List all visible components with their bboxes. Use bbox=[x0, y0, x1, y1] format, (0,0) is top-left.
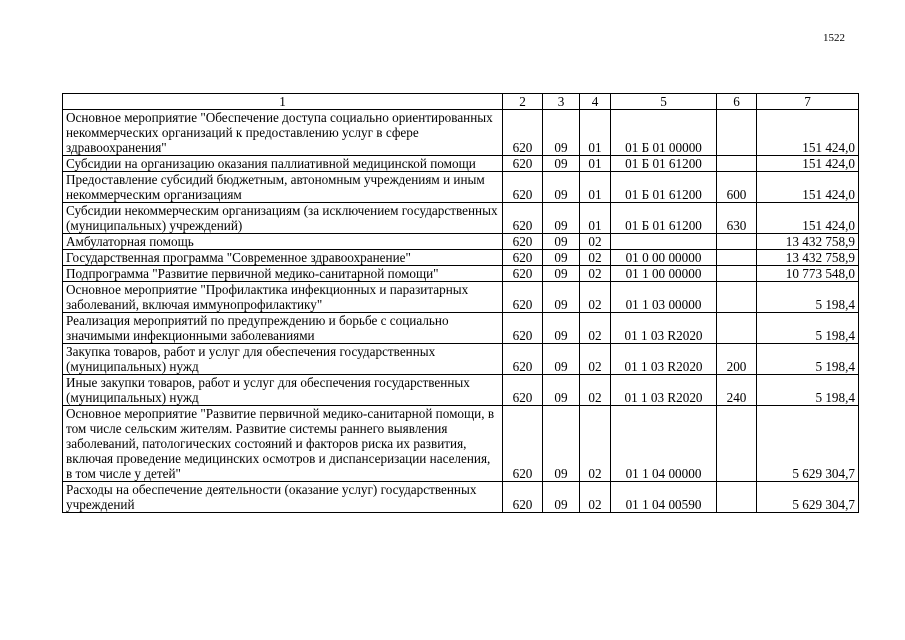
subsection-cell: 02 bbox=[580, 344, 611, 375]
description-cell: Основное мероприятие "Развитие первичной медико-санитарной помощи, в том числе сельским жителям. Развитие системы раннего выявления заболеваний, патологических состояний и факторов риска их развития, включая проведение медицинских осмотров и диспансеризации населения, в том числе у детей" bbox=[63, 406, 503, 482]
expense-type-cell bbox=[717, 313, 757, 344]
table-row bbox=[63, 406, 859, 482]
target-article-cell: 01 Б 01 61200 bbox=[611, 172, 717, 203]
budget-table bbox=[62, 93, 859, 513]
expense-type-cell: 630 bbox=[717, 203, 757, 234]
subsection-cell: 01 bbox=[580, 110, 611, 156]
target-article-cell: 01 1 04 00000 bbox=[611, 406, 717, 482]
ministry-code-cell: 620 bbox=[503, 344, 543, 375]
description-cell: Субсидии некоммерческим организациям (за исключением государственных (муниципальных) учреждений) bbox=[63, 203, 503, 234]
ministry-code-cell: 620 bbox=[503, 110, 543, 156]
subsection-cell: 01 bbox=[580, 203, 611, 234]
amount-cell: 13 432 758,9 bbox=[757, 250, 859, 266]
ministry-code-cell: 620 bbox=[503, 375, 543, 406]
section-cell: 09 bbox=[543, 250, 580, 266]
column-header: 2 bbox=[503, 94, 543, 110]
amount-cell: 5 629 304,7 bbox=[757, 406, 859, 482]
subsection-cell: 01 bbox=[580, 156, 611, 172]
description-cell: Расходы на обеспечение деятельности (оказание услуг) государственных учреждений bbox=[63, 482, 503, 513]
ministry-code-cell: 620 bbox=[503, 313, 543, 344]
table-row bbox=[63, 156, 859, 172]
expense-type-cell bbox=[717, 156, 757, 172]
expense-type-cell bbox=[717, 482, 757, 513]
expense-type-cell: 200 bbox=[717, 344, 757, 375]
target-article-cell: 01 1 03 R2020 bbox=[611, 375, 717, 406]
expense-type-cell: 600 bbox=[717, 172, 757, 203]
table-row bbox=[63, 282, 859, 313]
expense-type-cell bbox=[717, 406, 757, 482]
section-cell: 09 bbox=[543, 234, 580, 250]
section-cell: 09 bbox=[543, 313, 580, 344]
target-article-cell: 01 1 04 00590 bbox=[611, 482, 717, 513]
table-body bbox=[63, 110, 859, 513]
subsection-cell: 02 bbox=[580, 375, 611, 406]
ministry-code-cell: 620 bbox=[503, 266, 543, 282]
amount-cell: 5 198,4 bbox=[757, 313, 859, 344]
subsection-cell: 02 bbox=[580, 482, 611, 513]
ministry-code-cell: 620 bbox=[503, 156, 543, 172]
ministry-code-cell: 620 bbox=[503, 282, 543, 313]
section-cell: 09 bbox=[543, 203, 580, 234]
expense-type-cell bbox=[717, 282, 757, 313]
target-article-cell: 01 1 03 R2020 bbox=[611, 313, 717, 344]
target-article-cell: 01 1 03 R2020 bbox=[611, 344, 717, 375]
ministry-code-cell: 620 bbox=[503, 482, 543, 513]
expense-type-cell bbox=[717, 110, 757, 156]
expense-type-cell bbox=[717, 234, 757, 250]
table-row bbox=[63, 482, 859, 513]
column-header: 5 bbox=[611, 94, 717, 110]
table-row bbox=[63, 375, 859, 406]
table-row bbox=[63, 266, 859, 282]
target-article-cell bbox=[611, 234, 717, 250]
amount-cell: 5 198,4 bbox=[757, 282, 859, 313]
target-article-cell: 01 1 03 00000 bbox=[611, 282, 717, 313]
section-cell: 09 bbox=[543, 282, 580, 313]
amount-cell: 5 629 304,7 bbox=[757, 482, 859, 513]
section-cell: 09 bbox=[543, 156, 580, 172]
section-cell: 09 bbox=[543, 172, 580, 203]
description-cell: Предоставление субсидий бюджетным, автономным учреждениям и иным некоммерческим организациям bbox=[63, 172, 503, 203]
target-article-cell: 01 Б 01 00000 bbox=[611, 110, 717, 156]
table-header-row bbox=[63, 94, 859, 110]
ministry-code-cell: 620 bbox=[503, 250, 543, 266]
ministry-code-cell: 620 bbox=[503, 172, 543, 203]
table-row bbox=[63, 344, 859, 375]
description-cell: Подпрограмма "Развитие первичной медико-санитарной помощи" bbox=[63, 266, 503, 282]
target-article-cell: 01 1 00 00000 bbox=[611, 266, 717, 282]
description-cell: Иные закупки товаров, работ и услуг для обеспечения государственных (муниципальных) нужд bbox=[63, 375, 503, 406]
amount-cell: 151 424,0 bbox=[757, 156, 859, 172]
section-cell: 09 bbox=[543, 266, 580, 282]
column-header: 6 bbox=[717, 94, 757, 110]
expense-type-cell: 240 bbox=[717, 375, 757, 406]
ministry-code-cell: 620 bbox=[503, 203, 543, 234]
description-cell: Реализация мероприятий по предупреждению и борьбе с социально значимыми инфекционными заболеваниями bbox=[63, 313, 503, 344]
subsection-cell: 01 bbox=[580, 172, 611, 203]
target-article-cell: 01 Б 01 61200 bbox=[611, 203, 717, 234]
subsection-cell: 02 bbox=[580, 234, 611, 250]
table-row bbox=[63, 234, 859, 250]
amount-cell: 5 198,4 bbox=[757, 344, 859, 375]
amount-cell: 151 424,0 bbox=[757, 203, 859, 234]
amount-cell: 13 432 758,9 bbox=[757, 234, 859, 250]
subsection-cell: 02 bbox=[580, 313, 611, 344]
target-article-cell: 01 0 00 00000 bbox=[611, 250, 717, 266]
section-cell: 09 bbox=[543, 344, 580, 375]
section-cell: 09 bbox=[543, 375, 580, 406]
subsection-cell: 02 bbox=[580, 266, 611, 282]
column-header: 1 bbox=[63, 94, 503, 110]
description-cell: Государственная программа "Современное здравоохранение" bbox=[63, 250, 503, 266]
table-row bbox=[63, 313, 859, 344]
description-cell: Закупка товаров, работ и услуг для обеспечения государственных (муниципальных) нужд bbox=[63, 344, 503, 375]
column-header: 4 bbox=[580, 94, 611, 110]
target-article-cell: 01 Б 01 61200 bbox=[611, 156, 717, 172]
subsection-cell: 02 bbox=[580, 282, 611, 313]
amount-cell: 5 198,4 bbox=[757, 375, 859, 406]
section-cell: 09 bbox=[543, 406, 580, 482]
column-header: 3 bbox=[543, 94, 580, 110]
subsection-cell: 02 bbox=[580, 250, 611, 266]
table-row bbox=[63, 250, 859, 266]
description-cell: Амбулаторная помощь bbox=[63, 234, 503, 250]
table-row bbox=[63, 203, 859, 234]
expense-type-cell bbox=[717, 266, 757, 282]
description-cell: Основное мероприятие "Обеспечение доступа социально ориентированных некоммерческих организаций к предоставлению услуг в сфере здравоохранения" bbox=[63, 110, 503, 156]
expense-type-cell bbox=[717, 250, 757, 266]
table-row bbox=[63, 110, 859, 156]
section-cell: 09 bbox=[543, 482, 580, 513]
table-row bbox=[63, 172, 859, 203]
subsection-cell: 02 bbox=[580, 406, 611, 482]
ministry-code-cell: 620 bbox=[503, 406, 543, 482]
amount-cell: 151 424,0 bbox=[757, 172, 859, 203]
description-cell: Субсидии на организацию оказания паллиативной медицинской помощи bbox=[63, 156, 503, 172]
column-header: 7 bbox=[757, 94, 859, 110]
section-cell: 09 bbox=[543, 110, 580, 156]
page-number: 1522 bbox=[823, 32, 845, 44]
ministry-code-cell: 620 bbox=[503, 234, 543, 250]
amount-cell: 10 773 548,0 bbox=[757, 266, 859, 282]
description-cell: Основное мероприятие "Профилактика инфекционных и паразитарных заболеваний, включая иммунопрофилактику" bbox=[63, 282, 503, 313]
amount-cell: 151 424,0 bbox=[757, 110, 859, 156]
